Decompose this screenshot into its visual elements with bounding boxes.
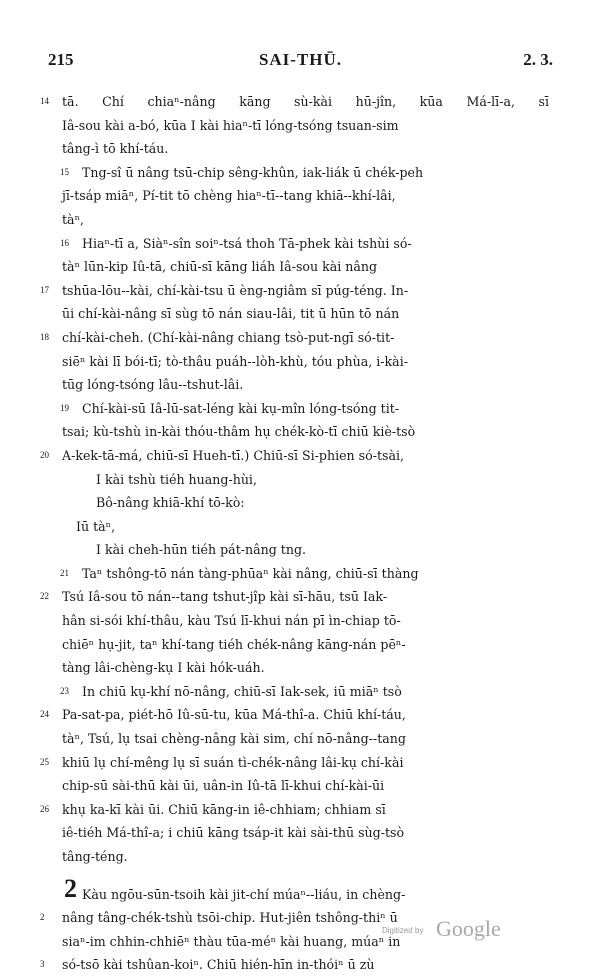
text-line <box>62 397 549 421</box>
text-line <box>62 114 549 138</box>
verse-number: 14 <box>40 96 49 106</box>
verse-number: 25 <box>40 756 49 767</box>
text-line <box>62 232 549 256</box>
running-title: SAI-THŪ. <box>258 50 343 69</box>
verse-number: 24 <box>40 709 49 720</box>
text-line <box>62 656 549 680</box>
text-line <box>62 873 549 907</box>
line-text: chí-kài-cheh. (Chí-kài-nâng chiang tsò-put-ngī só-tit- <box>62 329 395 345</box>
line-text: nâng tâng-chék-tshù tsōi-chip. Hut-jiên tshông-thiⁿ ū <box>62 910 398 926</box>
text-line <box>62 633 549 657</box>
text-line <box>62 727 549 751</box>
line-text: Tsú Iâ-sou tō nán--tang tshut-jîp kài sī-hāu, tsū Iak- <box>62 589 388 605</box>
line-text: Iâ-sou kài a-bó, kūa I kài hiaⁿ-tī lóng-tsóng tsuan-sim <box>62 117 399 133</box>
poem-line <box>62 538 549 562</box>
text-line <box>40 953 549 977</box>
line-text: ūi chí-kài-nâng sī sùg tō nán siau-lâi, tit ū hūn tō nán <box>62 306 400 322</box>
text-line <box>62 184 549 208</box>
line-text: tâng-téng. <box>62 849 128 864</box>
line-text: Chí-kài-sū Iâ-lū-sat-léng kài kụ-mîn lóng-tsóng tit- <box>82 400 400 416</box>
poem-line <box>62 468 549 492</box>
verse-number: 20 <box>40 449 49 460</box>
verse-number: 17 <box>40 284 49 295</box>
line-text: Iū tàⁿ, <box>76 518 116 534</box>
verse-number: 21 <box>60 567 69 578</box>
text-line <box>62 562 549 586</box>
chapter-number: 2 <box>64 873 77 903</box>
line-text: Hiaⁿ-tī a, Siàⁿ-sîn soiⁿ-tsá thoh Tā-phek kài tshùi só- <box>82 235 412 251</box>
line-text: khụ ka-kī kài ūi. Chiū kāng-in iê-chhiam; chhiam sī <box>62 801 386 817</box>
text-line <box>40 444 549 468</box>
text-line <box>40 585 549 609</box>
digitized-by-label: Digitized by <box>382 926 424 935</box>
text-line <box>40 326 549 350</box>
google-watermark: Google <box>436 916 501 941</box>
text-body <box>40 90 549 977</box>
verse-number: 26 <box>40 803 49 814</box>
text-line <box>40 703 549 727</box>
line-text: tsai; kù-tshù in-kài thóu-thâm hụ chék-kò-tī chiū kiè-tsò <box>62 424 416 440</box>
line-text: chiēⁿ hụ-jit, taⁿ khí-tang tiéh chék-nâng kāng-nán pēⁿ- <box>62 636 406 652</box>
line-text: khiū lụ chí-mêng lụ sī suán tì-chék-nâng lâi-kụ chí-kài <box>62 754 404 770</box>
line-text: chip-sū sài-thū kài ūi, uân-in Iû-tā lī-khui chí-kài-ūi <box>62 778 385 794</box>
text-line <box>40 751 549 775</box>
text-line <box>62 302 549 326</box>
line-text: tūg lóng-tsóng lâu--tshut-lâi. <box>62 377 244 393</box>
text-line <box>62 774 549 798</box>
line-text: iê-tiéh Má-thî-a; i chiū kāng tsáp-it kài sài-thū sùg-tsò <box>62 825 405 841</box>
line-text: Taⁿ tshông-tō nán tàng-phūaⁿ kài nâng, chiū-sī thàng <box>82 565 419 581</box>
text-line <box>40 798 549 822</box>
line-text: jī-tsáp miāⁿ, Pí-tit tō chèng hiaⁿ-tī--tang khiā--khí-lâi, <box>62 188 396 204</box>
text-line <box>62 845 549 869</box>
text-line <box>62 350 549 374</box>
verse-number: 19 <box>60 402 69 413</box>
verse-number: 15 <box>60 166 69 177</box>
line-text: Tng-sî ū nâng tsū-chip sêng-khûn, iak-liák ū chék-peh <box>82 164 424 180</box>
line-text: hân si-sói khí-thâu, kàu Tsú lī-khui nán pī ìn-chiap tō- <box>62 613 401 629</box>
section-gap <box>62 869 549 883</box>
line-text: A-kek-tā-má, chiū-sī Hueh-tī.) Chiū-sī Si-phien só-tsài, <box>62 447 405 463</box>
line-text: tàⁿ, Tsú, lụ tsai chèng-nâng kài sim, chí nō-nâng--tang <box>62 731 406 747</box>
line-text: siaⁿ-im chhin-chhiēⁿ thàu tūa-méⁿ kài huang, múaⁿ in <box>62 933 401 949</box>
line-text: Pa-sat-pa, piét-hō Iû-sū-tu, kūa Má-thî-a. Chiū khí-táu, <box>62 707 406 723</box>
text-line <box>40 279 549 303</box>
verse-number: 2 <box>40 912 45 923</box>
line-text: Bô-nâng khiā-khí tō-kò: <box>96 495 245 511</box>
text-line <box>62 609 549 633</box>
line-text: Kàu ngōu-sūn-tsoih kài jit-chí múaⁿ--liáu, in chèng- <box>82 886 406 902</box>
verse-number: 23 <box>60 685 69 696</box>
text-line <box>62 420 549 444</box>
page-header <box>48 50 553 74</box>
line-text: tā. Chí chiaⁿ-nâng kāng sù-kài hū-jîn, kūa Má-lī-a, sī <box>62 94 549 109</box>
poem-line <box>62 491 549 515</box>
verse-number: 18 <box>40 331 49 342</box>
poem-line <box>62 515 549 539</box>
line-text: tshūa-lōu--kài, chí-kài-tsu ū èng-ngiâm sī púg-téng. In- <box>62 282 409 298</box>
text-line <box>62 208 549 232</box>
line-text: tàⁿ, <box>62 211 85 227</box>
line-text: tàⁿ lūn-kip Iû-tā, chiū-sī kāng liáh Iâ-sou kài nâng <box>62 259 378 275</box>
line-text: I kài tshù tiéh huang-hùi, <box>96 471 257 487</box>
page-number: 215 <box>48 50 74 69</box>
line-text: In chiū kụ-khí nō-nâng, chiū-sī Iak-sek, iū miāⁿ tsò <box>82 683 402 699</box>
verse-number: 16 <box>60 237 69 248</box>
text-line <box>62 255 549 279</box>
line-text: I kài cheh-hūn tiéh pát-nâng tng. <box>96 542 307 558</box>
verse-number: 22 <box>40 591 49 602</box>
text-line <box>62 161 549 185</box>
chapter-reference: 2. 3. <box>523 50 553 69</box>
text-line <box>40 90 549 114</box>
line-text: siēⁿ kài lī bói-tī; tò-thâu puáh--lòh-khù, tóu phùa, i-kài- <box>62 353 408 369</box>
text-line <box>62 680 549 704</box>
verse-number: 3 <box>40 959 45 970</box>
line-text: tàng lâi-chèng-kụ I kài hók-uáh. <box>62 660 265 676</box>
text-line <box>62 821 549 845</box>
text-line <box>62 137 549 161</box>
line-text: só-tsō kài tshûan-koiⁿ. Chiū hién-hīn in-thóiⁿ ū zù <box>62 957 375 973</box>
line-text: tâng-ì tō khí-táu. <box>62 141 169 157</box>
text-line <box>62 373 549 397</box>
